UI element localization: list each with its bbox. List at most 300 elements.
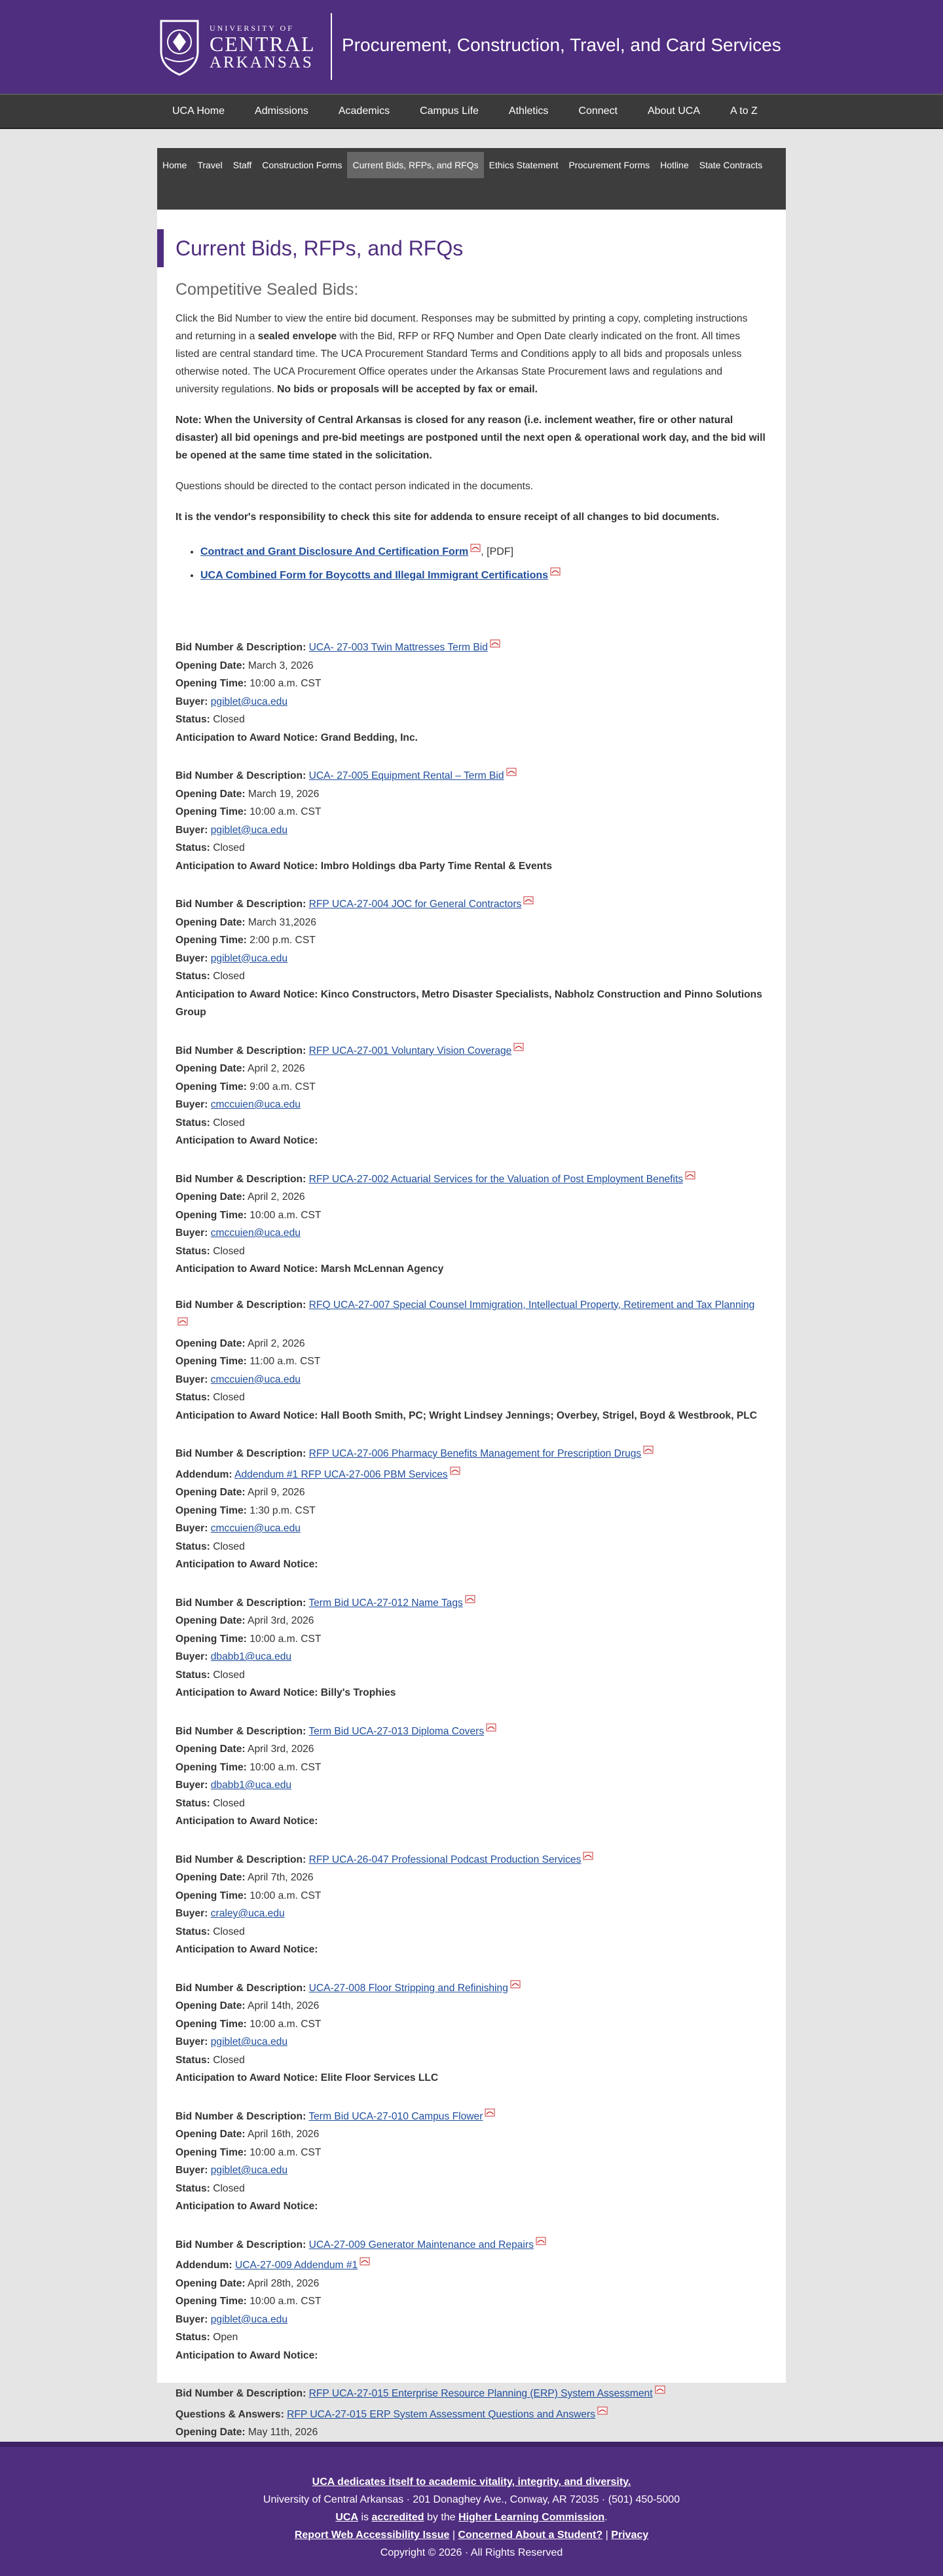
opening-time-value: 10:00 a.m. CST	[250, 2296, 322, 2307]
award-notice-row	[176, 729, 766, 747]
opening-time-label: Opening Time:	[176, 2018, 247, 2030]
pdf-icon	[685, 1168, 695, 1176]
buyer-label: Buyer:	[176, 1099, 208, 1110]
status-label: Status:	[176, 1117, 210, 1129]
status-value: Closed	[213, 971, 245, 982]
status-value: Closed	[213, 1117, 245, 1129]
bid-document-link[interactable]: RFP UCA-27-002 Actuarial Services for the Valuation of Post Employment Benefits	[308, 1173, 684, 1185]
opening-date-value: April 2, 2026	[248, 1191, 305, 1203]
bid-number-row	[176, 1039, 766, 1060]
buyer-row	[176, 1776, 766, 1795]
pdf-suffix: , [PDF]	[481, 546, 514, 557]
opening-time-row	[176, 1502, 766, 1520]
opening-date-row	[176, 657, 766, 675]
addendum-link[interactable]: Addendum #1 RFP UCA-27-006 PBM Services	[234, 1468, 448, 1480]
bid-document-link[interactable]: RFP UCA-27-015 Enterprise Resource Planning (ERP) System Assessment	[308, 2388, 653, 2399]
buyer-email-link[interactable]: pgiblet@uca.edu	[210, 696, 288, 707]
bid-number-label: Bid Number & Description:	[176, 1299, 306, 1311]
pdf-icon	[465, 1592, 475, 1600]
main-nav-item-a-to-z[interactable]: A to Z	[730, 105, 758, 117]
award-notice-row	[176, 1556, 766, 1574]
opening-time-label: Opening Time:	[176, 2296, 247, 2307]
bid-number-row	[176, 2233, 766, 2254]
uca-logo[interactable]	[156, 16, 320, 79]
opening-date-label: Opening Date:	[176, 2129, 246, 2140]
main-nav-item-academics[interactable]: Academics	[338, 105, 390, 117]
opening-time-value: 10:00 a.m. CST	[250, 1633, 322, 1645]
opening-date-label: Opening Date:	[176, 1615, 246, 1626]
qa-link[interactable]: RFP UCA-27-015 ERP System Assessment Questions and Answers	[287, 2408, 596, 2420]
sub-nav-item-current-bids[interactable]: Current Bids, RFPs, and RFQs	[347, 152, 483, 178]
status-value: Closed	[213, 1540, 245, 1552]
bid-number-row	[176, 2105, 766, 2126]
accessibility-link[interactable]: Report Web Accessibility Issue	[294, 2529, 450, 2541]
main-nav-item-uca-home[interactable]: UCA Home	[172, 105, 225, 117]
buyer-label: Buyer:	[176, 1651, 208, 1662]
award-notice-row	[176, 857, 766, 876]
award-notice-row	[176, 1407, 766, 1425]
bid-number-row	[176, 1442, 766, 1463]
pdf-icon	[536, 2233, 546, 2242]
award-notice-value: Marsh McLennan Agency	[320, 1263, 444, 1275]
buyer-label: Buyer:	[176, 1908, 208, 1919]
footer-tagline-line	[0, 2473, 943, 2491]
opening-time-value: 10:00 a.m. CST	[250, 1209, 322, 1221]
bid-number-row	[176, 893, 766, 914]
site-footer	[0, 2442, 943, 2576]
privacy-link[interactable]: Privacy	[611, 2529, 649, 2541]
page-container	[157, 148, 786, 2438]
bid-document-link[interactable]: Term Bid UCA-27-012 Name Tags	[308, 1597, 463, 1609]
bid-number-row	[176, 1977, 766, 1998]
vendor-responsibility-text: It is the vendor's responsibility to check this site for addenda to ensure receipt of all changes to bid documents.	[176, 512, 720, 523]
buyer-row	[176, 1371, 766, 1389]
opening-time-value: 10:00 a.m. CST	[250, 1890, 322, 1901]
bid-entry	[176, 1039, 766, 1150]
opening-time-label: Opening Time:	[176, 1633, 247, 1645]
sub-nav-item-travel[interactable]: Travel	[197, 160, 223, 170]
bid-entry	[176, 893, 766, 1022]
opening-date-label: Opening Date:	[176, 2000, 246, 2011]
bid-document-link[interactable]: UCA- 27-003 Twin Mattresses Term Bid	[308, 642, 488, 653]
award-notice-row	[176, 1812, 766, 1831]
status-value: Closed	[213, 1669, 245, 1681]
boycotts-immigrant-form-link[interactable]: UCA Combined Form for Boycotts and Illegal Immigrant Certifications	[200, 570, 549, 581]
bid-entry	[176, 1977, 766, 2087]
opening-date-value: April 2, 2026	[248, 1337, 305, 1349]
bid-entry	[176, 1848, 766, 1959]
footer-text: is	[358, 2512, 372, 2523]
buyer-label: Buyer:	[176, 952, 208, 964]
bid-number-label: Bid Number & Description:	[176, 1982, 306, 1994]
intro-paragraph-questions: Questions should be directed to the contact person indicated in the documents.	[176, 481, 534, 492]
uca-link[interactable]: UCA	[335, 2512, 359, 2523]
bid-document-link[interactable]: UCA-27-008 Floor Stripping and Refinishing	[308, 1982, 508, 1994]
opening-date-label: Opening Date:	[176, 660, 246, 671]
opening-time-label: Opening Time:	[176, 2146, 247, 2158]
site-header	[0, 0, 943, 94]
opening-time-row	[176, 1206, 766, 1225]
pdf-icon	[490, 636, 500, 644]
buyer-label: Buyer:	[176, 1227, 208, 1239]
buyer-email-link[interactable]: craley@uca.edu	[210, 1908, 285, 1919]
bid-document-link[interactable]: RFP UCA-27-004 JOC for General Contractors	[308, 899, 522, 910]
buyer-row	[176, 1648, 766, 1666]
buyer-email-link[interactable]: pgiblet@uca.edu	[210, 2165, 288, 2176]
award-notice-label: Anticipation to Award Notice:	[176, 2072, 318, 2083]
main-nav	[0, 94, 943, 129]
opening-time-row	[176, 1353, 766, 1371]
bid-number-row	[176, 1592, 766, 1613]
buyer-row	[176, 1096, 766, 1114]
no-fax-email-text: No bids or proposals will be accepted by fax or email.	[277, 384, 538, 395]
accredited-link[interactable]: accredited	[371, 2512, 424, 2523]
bid-entry	[176, 1296, 766, 1425]
footer-links-line: Report Web Accessibility Issue | Concerned About a Student? | Privacy	[294, 2529, 649, 2541]
bid-number-label: Bid Number & Description:	[176, 2110, 306, 2122]
opening-time-label: Opening Time:	[176, 1890, 247, 1901]
opening-time-label: Opening Time:	[176, 1081, 247, 1092]
status-row	[176, 2328, 766, 2347]
status-row	[176, 2180, 766, 2198]
opening-time-row	[176, 2292, 766, 2311]
opening-time-row	[176, 803, 766, 821]
qa-label: Questions & Answers:	[176, 2408, 284, 2420]
bid-number-label: Bid Number & Description:	[176, 642, 306, 653]
opening-time-value: 10:00 a.m. CST	[250, 1761, 322, 1773]
bid-document-link[interactable]: RFP UCA-27-006 Pharmacy Benefits Management for Prescription Drugs	[308, 1448, 642, 1459]
footer-text: by the	[424, 2512, 459, 2523]
status-label: Status:	[176, 714, 210, 725]
status-label: Status:	[176, 1392, 210, 1403]
status-value: Closed	[213, 1392, 245, 1403]
pdf-icon	[597, 2403, 608, 2412]
pdf-icon	[510, 1977, 521, 1985]
pdf-icon	[550, 563, 561, 571]
intro-text-c: with the Bid, RFP or RFQ Number and Open Date clearly indicated on the front. All times listed are central standard time. The UCA Procurement Standard Terms and Conditions apply to all bids and proposals unless otherwise noted. The UCA Procurement Office operates under the Arkansas State Procurement laws and regulations and university regulations.	[176, 331, 742, 395]
bid-number-label: Bid Number & Description:	[176, 1725, 306, 1737]
footer-text: .	[604, 2512, 608, 2523]
opening-date-row	[176, 1484, 766, 1502]
main-nav-item-campus-life[interactable]: Campus Life	[420, 105, 479, 117]
opening-date-value: April 9, 2026	[248, 1487, 305, 1498]
opening-time-row	[176, 931, 766, 950]
intro-paragraph-note	[176, 411, 766, 464]
opening-date-row	[176, 1188, 766, 1206]
bid-entry	[176, 2105, 766, 2216]
intro-text	[176, 310, 766, 526]
award-notice-row	[176, 1260, 766, 1279]
opening-date-label: Opening Date:	[176, 2427, 246, 2438]
pdf-icon	[450, 1463, 460, 1472]
opening-date-row	[176, 2275, 766, 2293]
opening-time-value: 2:00 p.m. CST	[250, 935, 316, 946]
dedication-link[interactable]: UCA dedicates itself to academic vitality, integrity, and diversity.	[312, 2476, 631, 2488]
closure-note-text: Note: When the University of Central Arkansas is closed for any reason (i.e. inclement weather, fire or other natural disaster) all bid openings and pre-bid meetings are postponed until the next open & operational work day, and the bid will be opened at the same time stated in the solicitation.	[176, 415, 766, 461]
pdf-icon	[360, 2254, 370, 2262]
buyer-email-link[interactable]: pgiblet@uca.edu	[210, 2036, 288, 2047]
bid-number-label: Bid Number & Description:	[176, 1173, 306, 1185]
opening-date-row	[176, 1335, 766, 1353]
sub-nav-item-procurement-forms[interactable]: Procurement Forms	[568, 160, 650, 170]
award-notice-row	[176, 1941, 766, 1959]
bid-document-link[interactable]: RFQ UCA-27-007 Special Counsel Immigration, Intellectual Property, Retirement and Tax Planning	[308, 1299, 755, 1311]
footer-address: University of Central Arkansas · 201 Donaghey Ave., Conway, AR 72035 · (501) 450-5000	[263, 2494, 680, 2505]
award-notice-row	[176, 986, 766, 1022]
award-notice-value: Kinco Constructors, Metro Disaster Specialists, Nabholz Construction and Pinno Solutions Group	[176, 988, 762, 1018]
main-nav-item-about-uca[interactable]: About UCA	[647, 105, 701, 117]
buyer-email-link[interactable]: cmccuien@uca.edu	[210, 1523, 301, 1534]
arkansas-text: ARKANSAS	[210, 53, 314, 71]
header-divider	[331, 13, 332, 80]
opening-time-label: Opening Time:	[176, 1761, 247, 1773]
opening-time-row	[176, 1630, 766, 1649]
buyer-row	[176, 950, 766, 968]
status-value: Closed	[213, 2182, 245, 2194]
buyer-row	[176, 1520, 766, 1538]
uca-seal-icon	[156, 17, 203, 77]
buyer-label: Buyer:	[176, 1373, 208, 1385]
bid-entry	[176, 1720, 766, 1831]
award-notice-label: Anticipation to Award Notice:	[176, 1687, 318, 1698]
status-row	[176, 2051, 766, 2070]
opening-date-label: Opening Date:	[176, 1191, 246, 1203]
status-label: Status:	[176, 1540, 210, 1552]
pdf-icon	[177, 1314, 188, 1322]
buyer-row	[176, 821, 766, 840]
status-value: Closed	[213, 1926, 245, 1937]
buyer-email-link[interactable]: pgiblet@uca.edu	[210, 2313, 288, 2325]
opening-date-value: April 7th, 2026	[248, 1872, 314, 1883]
opening-date-row	[176, 1997, 766, 2015]
buyer-row	[176, 2311, 766, 2329]
university-of-text: UNIVERSITY OF	[210, 23, 294, 33]
bid-number-label: Bid Number & Description:	[176, 1045, 306, 1056]
form-links-list	[200, 539, 766, 586]
bid-number-label: Bid Number & Description:	[176, 1448, 306, 1459]
status-row	[176, 1242, 766, 1261]
status-row	[176, 1795, 766, 1813]
bid-entry	[176, 1592, 766, 1702]
award-notice-label: Anticipation to Award Notice:	[176, 1135, 318, 1146]
sub-nav-item-home[interactable]: Home	[162, 160, 187, 170]
bid-document-link[interactable]: Term Bid UCA-27-010 Campus Flower	[308, 2110, 483, 2122]
opening-time-label: Opening Time:	[176, 1209, 247, 1221]
buyer-email-link[interactable]: dbabb1@uca.edu	[210, 1651, 292, 1662]
opening-time-value: 9:00 a.m. CST	[250, 1081, 316, 1092]
main-nav-item-athletics[interactable]: Athletics	[508, 105, 549, 117]
pdf-icon	[506, 764, 517, 773]
bid-number-label: Bid Number & Description:	[176, 1854, 306, 1865]
pdf-icon	[523, 893, 534, 901]
status-label: Status:	[176, 2182, 210, 2194]
status-value: Closed	[213, 1245, 245, 1257]
main-nav-item-admissions[interactable]: Admissions	[255, 105, 308, 117]
opening-date-row	[176, 785, 766, 804]
buyer-label: Buyer:	[176, 824, 208, 836]
status-label: Status:	[176, 1245, 210, 1257]
opening-date-row	[176, 1612, 766, 1630]
award-notice-label: Anticipation to Award Notice:	[176, 2201, 318, 2212]
addendum-row	[176, 2254, 766, 2275]
opening-date-value: April 3rd, 2026	[248, 1744, 314, 1755]
status-label: Status:	[176, 842, 210, 853]
award-notice-row	[176, 1132, 766, 1150]
section-title: Competitive Sealed Bids:	[176, 280, 359, 299]
list-item	[200, 539, 766, 563]
bid-number-label: Bid Number & Description:	[176, 2239, 306, 2250]
bid-document-link[interactable]: UCA- 27-005 Equipment Rental – Term Bid	[308, 770, 504, 781]
buyer-label: Buyer:	[176, 696, 208, 707]
bid-document-link[interactable]: RFP UCA-26-047 Professional Podcast Production Services	[308, 1854, 582, 1865]
opening-date-label: Opening Date:	[176, 916, 246, 928]
status-value: Closed	[213, 2054, 245, 2066]
award-notice-label: Anticipation to Award Notice:	[176, 732, 318, 743]
award-notice-label: Anticipation to Award Notice:	[176, 2349, 318, 2361]
contract-grant-disclosure-link[interactable]: Contract and Grant Disclosure And Certification Form	[200, 546, 469, 557]
status-value: Closed	[213, 842, 245, 853]
status-value: Closed	[213, 1797, 245, 1809]
bid-entry	[176, 2233, 766, 2365]
addendum-label: Addendum:	[176, 2260, 232, 2271]
opening-time-value: 1:30 p.m. CST	[250, 1504, 316, 1516]
buyer-email-link[interactable]: pgiblet@uca.edu	[210, 952, 288, 964]
bid-number-row	[176, 1168, 766, 1189]
opening-time-row	[176, 1759, 766, 1777]
pdf-icon	[655, 2382, 665, 2391]
award-notice-value: Grand Bedding, Inc.	[320, 732, 418, 743]
hlc-link[interactable]: Higher Learning Commission	[458, 2512, 605, 2523]
opening-date-label: Opening Date:	[176, 1872, 246, 1883]
status-label: Status:	[176, 2054, 210, 2066]
award-notice-value: Elite Floor Services LLC	[320, 2072, 439, 2083]
bid-number-row	[176, 764, 766, 785]
status-value: Open	[213, 2332, 238, 2343]
sub-nav-item-staff[interactable]: Staff	[232, 160, 252, 170]
status-label: Status:	[176, 1926, 210, 1937]
award-notice-label: Anticipation to Award Notice:	[176, 1816, 318, 1827]
sub-nav	[157, 148, 786, 210]
sub-nav-item-ethics-statement[interactable]: Ethics Statement	[489, 160, 559, 170]
award-notice-value: Hall Booth Smith, PC; Wright Lindsey Jennings; Overbey, Strigel, Boyd & Westbrook, PLC	[320, 1409, 758, 1421]
pdf-icon	[513, 1039, 524, 1048]
bid-document-link[interactable]: RFP UCA-27-001 Voluntary Vision Coverage	[308, 1045, 512, 1056]
opening-date-value: April 3rd, 2026	[248, 1615, 314, 1626]
sub-nav-item-hotline[interactable]: Hotline	[660, 160, 689, 170]
status-row	[176, 1114, 766, 1132]
opening-time-row	[176, 2144, 766, 2162]
opening-date-label: Opening Date:	[176, 1744, 246, 1755]
bid-number-row	[176, 636, 766, 657]
buyer-email-link[interactable]: pgiblet@uca.edu	[210, 824, 288, 836]
status-row	[176, 711, 766, 729]
award-notice-label: Anticipation to Award Notice:	[176, 1944, 318, 1955]
bid-number-row	[176, 2382, 766, 2403]
opening-date-row	[176, 1869, 766, 1887]
page-title: Current Bids, RFPs, and RFQs	[157, 229, 766, 267]
qa-row	[176, 2403, 766, 2424]
bid-document-link[interactable]: Term Bid UCA-27-013 Diploma Covers	[308, 1725, 485, 1737]
bid-number-label: Bid Number & Description:	[176, 899, 306, 910]
buyer-label: Buyer:	[176, 1780, 208, 1791]
buyer-label: Buyer:	[176, 2036, 208, 2047]
pdf-icon	[643, 1442, 654, 1451]
opening-time-value: 11:00 a.m. CST	[250, 1356, 321, 1367]
pdf-icon	[583, 1848, 593, 1857]
bid-number-label: Bid Number & Description:	[176, 1597, 306, 1609]
status-row	[176, 1923, 766, 1941]
opening-time-row	[176, 1887, 766, 1905]
intro-text-a: Click the Bid Number to view the entire bid document. Responses may be submitted by printing a copy, completing instructions and returning in a	[176, 313, 748, 342]
award-notice-label: Anticipation to Award Notice:	[176, 1409, 318, 1421]
status-row	[176, 1538, 766, 1556]
buyer-email-link[interactable]: cmccuien@uca.edu	[210, 1227, 301, 1239]
opening-time-label: Opening Time:	[176, 806, 247, 817]
opening-time-label: Opening Time:	[176, 1504, 247, 1516]
pdf-icon	[470, 539, 481, 548]
award-notice-label: Anticipation to Award Notice:	[176, 860, 318, 872]
footer-copyright: Copyright © 2026 · All Rights Reserved	[380, 2547, 563, 2558]
opening-date-value: March 3, 2026	[248, 660, 314, 671]
opening-date-label: Opening Date:	[176, 2277, 246, 2289]
buyer-email-link[interactable]: cmccuien@uca.edu	[210, 1099, 301, 1110]
opening-date-row	[176, 1060, 766, 1078]
intro-paragraph-instructions	[176, 310, 766, 398]
award-notice-label: Anticipation to Award Notice:	[176, 1559, 318, 1570]
addendum-label: Addendum:	[176, 1468, 232, 1480]
sub-nav-item-construction-forms[interactable]: Construction Forms	[262, 160, 342, 170]
main-nav-item-connect[interactable]: Connect	[578, 105, 618, 117]
list-item	[200, 563, 766, 586]
buyer-row	[176, 1905, 766, 1923]
bid-number-row	[176, 1720, 766, 1741]
award-notice-value: Imbro Holdings dba Party Time Rental & Events	[320, 860, 553, 872]
opening-date-value: May 11th, 2026	[248, 2427, 318, 2438]
buyer-row	[176, 2161, 766, 2180]
concerned-student-link[interactable]: Concerned About a Student?	[458, 2529, 603, 2541]
buyer-label: Buyer:	[176, 1523, 208, 1534]
opening-date-value: April 14th, 2026	[248, 2000, 320, 2011]
buyer-label: Buyer:	[176, 2165, 208, 2176]
site-title[interactable]: Procurement, Construction, Travel, and Card Services	[342, 35, 781, 55]
award-notice-value: Billy's Trophies	[320, 1687, 396, 1698]
opening-time-row	[176, 675, 766, 693]
opening-time-label: Opening Time:	[176, 678, 247, 689]
opening-date-row	[176, 914, 766, 932]
status-label: Status:	[176, 2332, 210, 2343]
addendum-link[interactable]: UCA-27-009 Addendum #1	[234, 2260, 358, 2271]
status-label: Status:	[176, 1797, 210, 1809]
status-row	[176, 1666, 766, 1685]
opening-date-row	[176, 2423, 766, 2442]
status-row	[176, 1389, 766, 1407]
opening-date-value: March 31,2026	[248, 916, 316, 928]
opening-date-row	[176, 1740, 766, 1759]
bids-list	[176, 636, 766, 2514]
buyer-email-link[interactable]: cmccuien@uca.edu	[210, 1373, 301, 1385]
buyer-email-link[interactable]: dbabb1@uca.edu	[210, 1780, 292, 1791]
award-notice-row	[176, 2069, 766, 2087]
opening-date-label: Opening Date:	[176, 1063, 246, 1074]
bid-document-link[interactable]: UCA-27-009 Generator Maintenance and Repairs	[308, 2239, 534, 2250]
opening-time-value: 10:00 a.m. CST	[250, 678, 322, 689]
addendum-row	[176, 1463, 766, 1484]
opening-date-label: Opening Date:	[176, 1487, 246, 1498]
status-row	[176, 839, 766, 857]
sub-nav-item-state-contracts[interactable]: State Contracts	[699, 160, 763, 170]
buyer-label: Buyer:	[176, 2313, 208, 2325]
bid-number-row	[176, 1296, 766, 1335]
